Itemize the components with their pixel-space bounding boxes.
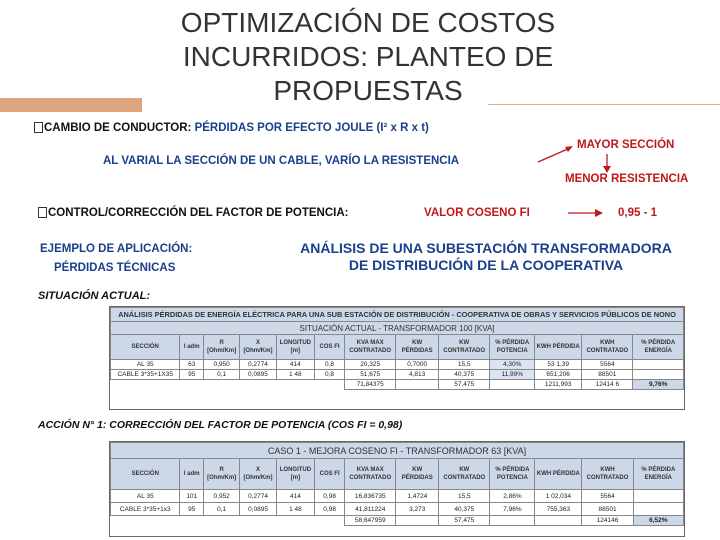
table-cell: 7,96%: [490, 503, 535, 516]
analisis-line1: ANÁLISIS DE UNA SUBESTACIÓN TRANSFORMADORA: [300, 240, 672, 256]
table-cell: [203, 380, 239, 390]
table-column-header: % PÉRDIDA POTENCIA: [490, 459, 535, 490]
ejemplo-block: [40, 240, 192, 278]
table-cell: 95: [180, 503, 204, 516]
table-cell: 57,475: [439, 516, 490, 526]
analisis-line2: DE DISTRIBUCIÓN DE LA COOPERATIVA: [348, 257, 624, 273]
analisis-title: [268, 240, 704, 274]
table-cell: 0,0895: [240, 503, 276, 516]
table-column-header: KW PÉRDIDAS: [396, 459, 439, 490]
table-cell: [633, 503, 683, 516]
table-cell: 71,84375: [345, 380, 396, 390]
table-cell: [204, 516, 240, 526]
table-cell: [111, 380, 180, 390]
table-cell: 101: [180, 490, 204, 503]
table-column-header: KW PÉRDIDAS: [396, 335, 439, 360]
table-cell: 4,30%: [490, 360, 535, 370]
table-cell: [315, 516, 345, 526]
table-column-header: SECCIÓN: [111, 459, 180, 490]
table-cell: [633, 360, 684, 370]
table-column-header: KWH CONTRATADO: [582, 459, 633, 490]
table1-main-header: ANÁLISIS PÉRDIDAS DE ENERGÍA ELÉCTRICA PARA UNA SUB ESTACIÓN DE DISTRIBUCIÓN - COOPERATIVA DE OBRAS Y SERVICIOS PÚBLICOS DE NONO: [111, 308, 684, 322]
table-cell: CABLE 3*35+1X35: [111, 370, 180, 380]
table-row: [111, 490, 684, 503]
table-cell: [490, 380, 535, 390]
table-column-header: % PÉRDIDA ENERGÍA: [633, 335, 684, 360]
table-column-header: LONGITUD [m]: [276, 335, 314, 360]
table-cell: 0,1: [203, 370, 239, 380]
table-cell: 414: [276, 360, 314, 370]
table-cell: 651,206: [535, 370, 582, 380]
table-cell: [240, 380, 276, 390]
table-cell: 4,813: [396, 370, 439, 380]
table-cell: 1 48: [276, 503, 314, 516]
table-cell: [315, 380, 345, 390]
table-column-header: R [Ohm/Km]: [204, 459, 240, 490]
arrow-to-mayor-seccion-icon: [538, 146, 573, 162]
table-column-header: SECCIÓN: [111, 335, 180, 360]
table1-sub-header: SITUACIÓN ACTUAL - TRANSFORMADOR 100 [KVA]: [111, 322, 684, 335]
table-cell: 0,2774: [240, 490, 276, 503]
table-cell: 88501: [582, 503, 633, 516]
table-cell: 63: [180, 360, 204, 370]
table-cell: [180, 516, 204, 526]
situacion-table: [110, 307, 684, 390]
table-cell: [240, 516, 276, 526]
bullet-control-factor-potencia: [38, 207, 349, 219]
mayor-seccion-label: MAYOR SECCIÓN: [577, 139, 675, 151]
table-cell: 40,375: [439, 370, 490, 380]
table-column-header: X [Ohm/Km]: [240, 459, 276, 490]
table-cell: 57,475: [439, 380, 490, 390]
table-cell: 58,647959: [345, 516, 396, 526]
bullet1-prefix: CAMBIO DE CONDUCTOR:: [44, 122, 195, 134]
table-cell: 1 48: [276, 370, 314, 380]
table-cell: [396, 380, 439, 390]
table-row-total: [111, 380, 684, 390]
table-cell: 53 1,39: [535, 360, 582, 370]
table-cell: 11,99%: [490, 370, 535, 380]
table-cell: AL 35: [111, 490, 180, 503]
table-cell: 51,675: [345, 370, 396, 380]
table-cell: 0,950: [203, 360, 239, 370]
table-cell: 88501: [582, 370, 633, 380]
table-cell: 5564: [582, 360, 633, 370]
table-column-header: KWH PÉRDIDA: [535, 459, 582, 490]
table2-header-row: [111, 459, 684, 490]
table-cell: 0,8: [315, 370, 345, 380]
bullet-marker-icon: [38, 207, 47, 218]
accion-label: ACCIÓN N° 1: CORRECCIÓN DEL FACTOR DE POTENCIA (COS FI = 0,98): [38, 419, 403, 431]
table-cell: 1211,993: [535, 380, 582, 390]
table-cell: 15,5: [439, 360, 490, 370]
menor-resistencia-label: MENOR RESISTENCIA: [565, 173, 689, 185]
table-row-total: [111, 516, 684, 526]
table-cell: 5564: [582, 490, 633, 503]
table-cell: 0,0895: [240, 370, 276, 380]
table-column-header: KVA MAX CONTRATADO: [345, 335, 396, 360]
ejemplo-line1: EJEMPLO DE APLICACIÓN:: [40, 243, 193, 255]
table-row: [111, 503, 684, 516]
table-cell: 3,273: [396, 503, 439, 516]
table-column-header: COS FI: [315, 459, 345, 490]
table-column-header: COS FI: [315, 335, 345, 360]
table-cell: 0,98: [315, 490, 345, 503]
caso1-table: [110, 442, 684, 526]
table-column-header: X [Ohm/Km]: [240, 335, 276, 360]
table-cell: 16,836735: [345, 490, 396, 503]
table-column-header: % PÉRDIDA ENERGÍA: [633, 459, 683, 490]
table-cell: [276, 516, 314, 526]
table-caso1: [109, 441, 685, 537]
coseno-range-label: 0,95 - 1: [618, 207, 657, 219]
table-cell: 2,86%: [490, 490, 535, 503]
table-cell: AL 35: [111, 360, 180, 370]
table-column-header: KW CONTRATADO: [439, 335, 490, 360]
table-cell: 12414 6: [582, 380, 633, 390]
valor-coseno-fi-label: VALOR COSENO FI: [424, 207, 530, 219]
table-column-header: I adm: [180, 335, 204, 360]
table-cell: 755,363: [535, 503, 582, 516]
table-column-header: LONGITUD [m]: [276, 459, 314, 490]
table-cell: 40,375: [439, 503, 490, 516]
table-cell: [490, 516, 535, 526]
bullet1-rest: PÉRDIDAS POR EFECTO JOULE (I² x R x t): [194, 122, 429, 134]
table-column-header: KWH CONTRATADO: [582, 335, 633, 360]
table-cell: 0,1: [204, 503, 240, 516]
table-cell: 0,98: [315, 503, 345, 516]
table-cell: 20,325: [345, 360, 396, 370]
table-cell: 414: [276, 490, 314, 503]
bullet2-text: CONTROL/CORRECCIÓN DEL FACTOR DE POTENCIA:: [48, 207, 349, 219]
table-cell: 41,811224: [345, 503, 396, 516]
table-column-header: % PÉRDIDA POTENCIA: [490, 335, 535, 360]
table2-sub-header: CASO 1 - MEJORA COSENO FI - TRANSFORMADOR 63 [KVA]: [111, 443, 684, 459]
table-cell: 6,52%: [633, 516, 683, 526]
table-column-header: R [Ohm/Km]: [203, 335, 239, 360]
table-cell: 1 02,034: [535, 490, 582, 503]
table-row: [111, 360, 684, 370]
table-cell: 124146: [582, 516, 633, 526]
table-cell: 1,4724: [396, 490, 439, 503]
table-column-header: KVA MAX CONTRATADO: [345, 459, 396, 490]
arrow-to-range-icon: [568, 209, 603, 217]
table-cell: 0,7000: [396, 360, 439, 370]
table-cell: 0,2774: [240, 360, 276, 370]
table-cell: [276, 380, 314, 390]
situacion-actual-label: SITUACIÓN ACTUAL:: [38, 290, 151, 302]
table-cell: 95: [180, 370, 204, 380]
page-title: OPTIMIZACIÓN DE COSTOS INCURRIDOS: PLANTEO DE PROPUESTAS: [180, 7, 556, 106]
table-column-header: KW CONTRATADO: [439, 459, 490, 490]
table-cell: 9,76%: [633, 380, 684, 390]
table-column-header: KWH PÉRDIDA: [535, 335, 582, 360]
table-situacion-actual: [109, 306, 685, 410]
table-cell: [633, 370, 684, 380]
ejemplo-line2: PÉRDIDAS TÉCNICAS: [54, 262, 176, 274]
table-cell: CABLE 3*35+1x3: [111, 503, 180, 516]
table-row: [111, 370, 684, 380]
arrow-down-icon: [603, 154, 611, 173]
table-cell: 15,5: [439, 490, 490, 503]
table-column-header: I adm: [180, 459, 204, 490]
bullet1-subtext: AL VARIAL LA SECCIÓN DE UN CABLE, VARÍO LA RESISTENCIA: [103, 155, 460, 167]
table-cell: 0,952: [204, 490, 240, 503]
table-cell: [396, 516, 439, 526]
table-cell: [633, 490, 683, 503]
table-cell: [535, 516, 582, 526]
table1-header-row: [111, 335, 684, 360]
table-cell: 0,8: [315, 360, 345, 370]
table-cell: [180, 380, 204, 390]
table-cell: [111, 516, 180, 526]
